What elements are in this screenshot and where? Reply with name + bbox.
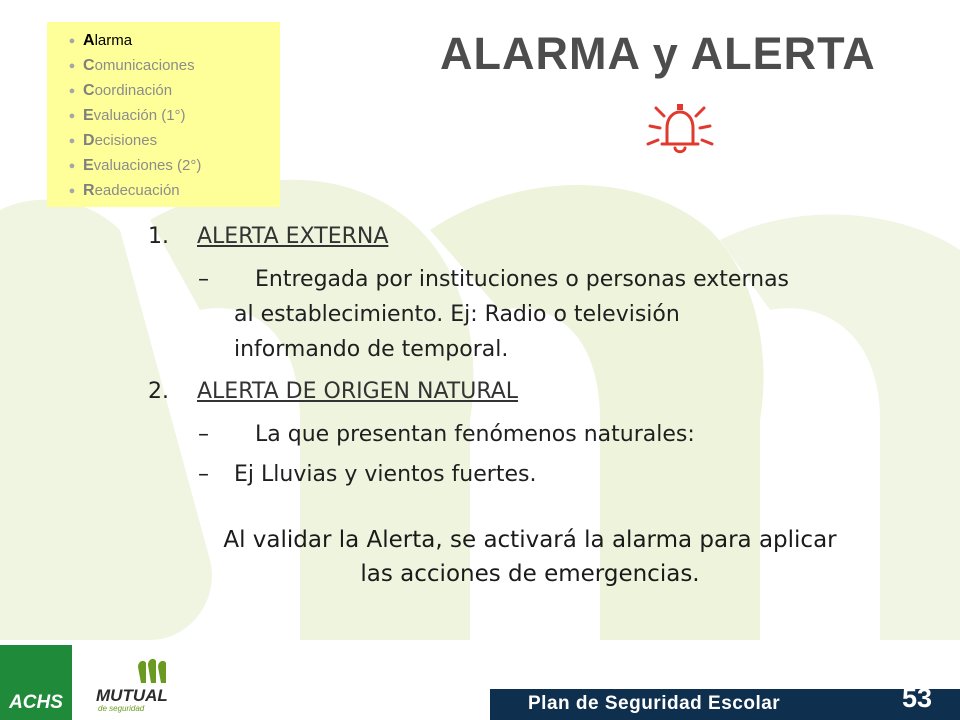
section-number: 1. bbox=[148, 224, 169, 249]
acronym-item-comunicaciones bbox=[61, 53, 201, 78]
bullet-line: al establecimiento. Ej: Radio o televisión bbox=[234, 302, 680, 327]
bullet-line: La que presentan fenómenos naturales: bbox=[255, 422, 695, 447]
bullet-dash: – bbox=[198, 462, 209, 487]
closing-line: Al validar la Alerta, se activará la alarma para aplicar bbox=[223, 527, 837, 553]
page-number: 53 bbox=[901, 683, 932, 713]
acronym-item-readecuacion bbox=[61, 178, 201, 203]
section-heading: ALERTA EXTERNA bbox=[197, 224, 389, 249]
acronym-panel bbox=[47, 22, 280, 207]
acronym-rest: valuación (1°) bbox=[93, 107, 186, 124]
acronym-letter: E bbox=[83, 156, 94, 174]
acronym-letter: A bbox=[83, 31, 95, 49]
bullet-line: Entregada por instituciones o personas externas bbox=[255, 267, 790, 292]
footer bbox=[0, 645, 960, 720]
bullet-dash: – bbox=[198, 422, 209, 447]
acronym-item-evaluacion-1 bbox=[61, 103, 201, 128]
page-title: ALARMA y ALERTA bbox=[440, 28, 876, 79]
acronym-rest: ecisiones bbox=[94, 132, 158, 149]
bullet-dash: – bbox=[198, 267, 209, 292]
acronym-letter: C bbox=[83, 81, 95, 99]
acronym-rest: oordinación bbox=[94, 82, 173, 99]
acronym-item-decisiones bbox=[61, 128, 201, 153]
bullet-icon: ● bbox=[68, 184, 76, 197]
section-number: 2. bbox=[148, 379, 169, 404]
acronym-rest: eadecuación bbox=[94, 182, 180, 199]
acronym-item-alarma bbox=[61, 28, 201, 53]
mutual-logo bbox=[86, 653, 206, 713]
bullet-icon: ● bbox=[68, 159, 76, 172]
acronym-letter: C bbox=[83, 56, 95, 74]
acronym-rest: valuaciones (2°) bbox=[93, 157, 202, 174]
mutual-logo-sub: de seguridad bbox=[98, 704, 145, 713]
acronym-letter: E bbox=[83, 106, 94, 124]
bullet-icon: ● bbox=[68, 134, 76, 147]
acronym-list bbox=[61, 28, 201, 203]
closing-paragraph bbox=[130, 523, 930, 591]
acronym-rest: larma bbox=[94, 32, 133, 49]
acronym-letter: R bbox=[83, 181, 95, 199]
bullet-line: Ej Lluvias y vientos fuertes. bbox=[234, 462, 537, 487]
bullet-icon: ● bbox=[68, 84, 76, 97]
acronym-letter: D bbox=[83, 131, 95, 149]
bell-alarm-icon bbox=[640, 98, 720, 160]
section-heading: ALERTA DE ORIGEN NATURAL bbox=[197, 379, 519, 404]
achs-logo bbox=[0, 645, 72, 720]
footer-bar bbox=[490, 683, 960, 720]
acronym-item-evaluaciones-2 bbox=[61, 153, 201, 178]
bullet-icon: ● bbox=[68, 34, 76, 47]
acronym-rest: omunicaciones bbox=[94, 57, 195, 74]
mutual-logo-text: MUTUAL bbox=[96, 686, 168, 705]
achs-logo-text: ACHS bbox=[9, 692, 63, 713]
bullet-icon: ● bbox=[68, 109, 76, 122]
acronym-item-coordinacion bbox=[61, 78, 201, 103]
closing-line: las acciones de emergencias. bbox=[360, 561, 700, 587]
bullet-icon: ● bbox=[68, 59, 76, 72]
footer-label: Plan de Seguridad Escolar bbox=[528, 693, 781, 714]
bullet-line: informando de temporal. bbox=[234, 337, 509, 362]
